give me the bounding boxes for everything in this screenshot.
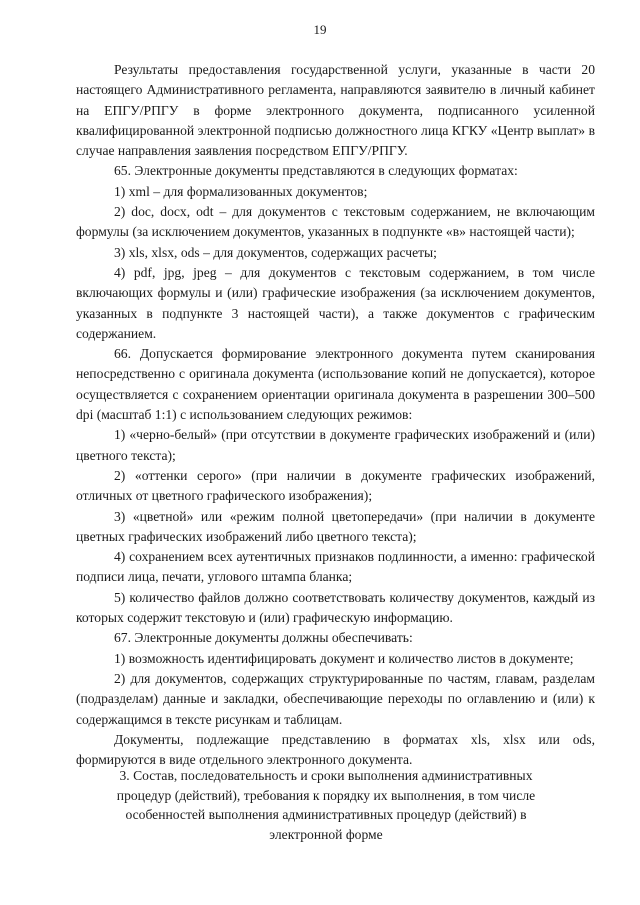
paragraph: 1) возможность идентифицировать документ и количество листов в документе; <box>114 650 574 666</box>
body-text <box>76 60 595 770</box>
paragraph: 3) «цветной» или «режим полной цветопередачи» (при наличии в документе цветных графических изображений либо цветного текста); <box>76 508 595 544</box>
paragraph: Документы, подлежащие представлению в форматах xls, xlsx или ods, формируются в виде отдельного электронного документа. <box>76 731 595 768</box>
paragraph: 4) сохранением всех аутентичных признаков подлинности, а именно: графической подписи лица, печати, углового штампа бланка; <box>76 549 595 585</box>
paragraph: 2) doc, docx, odt – для документов с текстовым содержанием, не включающим формулы (за исключением документов, указанных в подпункте «в» настоящей части); <box>76 204 595 240</box>
paragraph: 2) «оттенки серого» (при наличии в документе графических изображений, отличных от цветного графического изображения); <box>76 467 595 504</box>
paragraph: 5) количество файлов должно соответствовать количеству документов, каждый из которых содержит текстовую и (или) графическую информацию. <box>76 589 595 626</box>
paragraph: 1) «черно-белый» (при отсутствии в документе графических изображений и (или) цветного текста); <box>76 427 595 463</box>
section-heading-line: особенностей выполнения административных процедур (действий) в <box>125 807 527 822</box>
paragraph: 4) pdf, jpg, jpeg – для документов с текстовым содержанием, в том числе включающих формулы и (или) графические изображения (за исключением документов, указанных в подпункте 3 настоящей части), а также документов с графическим содержанием. <box>76 264 595 341</box>
section-heading-line: электронной форме <box>269 826 383 842</box>
section-heading <box>86 766 566 844</box>
paragraph: 65. Электронные документы представляются в следующих форматах: <box>114 163 518 179</box>
section-heading-line: процедур (действий), требования к порядку их выполнения, в том числе <box>116 787 536 803</box>
paragraph: 3) xls, xlsx, ods – для документов, содержащих расчеты; <box>114 244 437 260</box>
paragraph: Результаты предоставления государственной услуги, указанные в части 20 настоящего Административного регламента, направляются заявителю в личный кабинет на ЕПГУ/РПГУ в форме электронного документа, подписанного усиленной квалифицированной электронной подписью должностного лица КГКУ «Центр выплат» в случае направления заявления посредством ЕПГУ/РПГУ. <box>76 62 595 159</box>
page-number: 19 <box>313 22 327 37</box>
paragraph: 67. Электронные документы должны обеспечивать: <box>114 630 413 646</box>
section-heading-line: 3. Состав, последовательность и сроки выполнения административных <box>119 768 533 783</box>
paragraph: 1) xml – для формализованных документов; <box>114 183 368 199</box>
paragraph: 2) для документов, содержащих структурированные по частям, главам, разделам (подразделам) данные и закладки, обеспечивающие переходы по оглавлению и (или) к содержащимся в тексте рисункам и таблицам. <box>76 670 595 727</box>
paragraph: 66. Допускается формирование электронного документа путем сканирования непосредственно с оригинала документа (использование копий не допускается), которое осуществляется с сохранением ориентации оригинала документа в разрешении 300–500 dpi (масштаб 1:1) с использованием следующих режимов: <box>76 346 595 423</box>
